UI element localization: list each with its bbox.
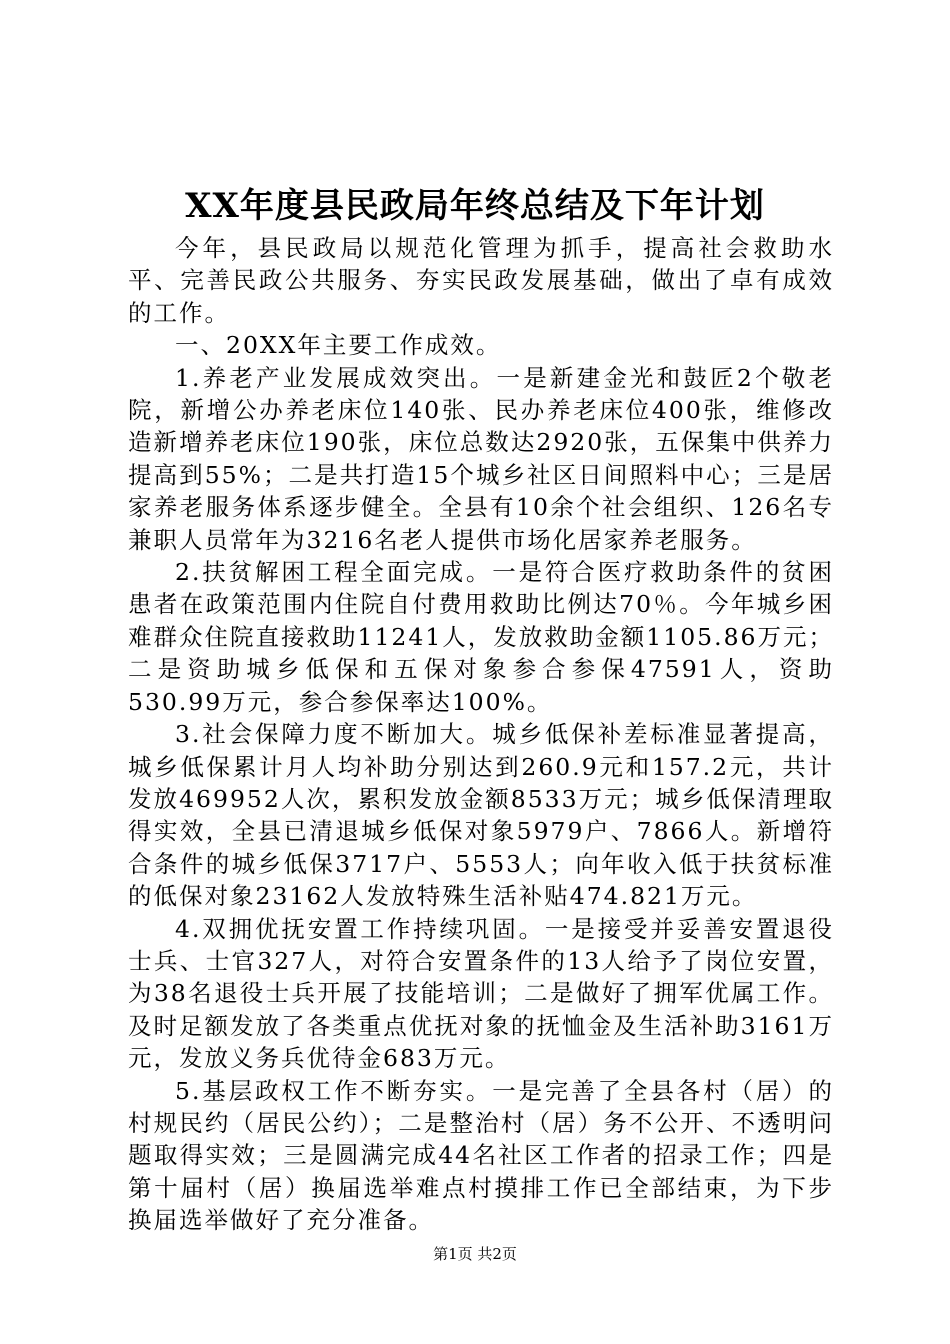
paragraph-item-3: 3.社会保障力度不断加大。城乡低保补差标准显著提高，城乡低保累计月人均补助分别达到260.9元和157.2元，共计发放469952人次，累积发放金额8533万元；城乡低保清理取得实效，全县已清退城乡低保对象5979户、7866人。新增符合条件的城乡低保3717户、5553人；向年收入低于扶贫标准的低保对象23162人发放特殊生活补贴474.821万元。 (128, 720, 834, 911)
paragraph-section-heading: 一、20XX年主要工作成效。 (175, 331, 502, 360)
document-body (128, 232, 834, 1237)
document-title: XX年度县民政局年终总结及下年计划 (185, 186, 765, 226)
paragraph-item-1: 1.养老产业发展成效突出。一是新建金光和鼓匠2个敬老院，新增公办养老床位140张、民办养老床位400张，维修改造新增养老床位190张，床位总数达2920张，五保集中供养力提高到55%；二是共打造15个城乡社区日间照料中心；三是居家养老服务体系逐步健全。全县有10余个社会组织、126名专兼职人员常年为3216名老人提供市场化居家养老服务。 (128, 363, 834, 554)
paragraph-item-2: 2.扶贫解困工程全面完成。一是符合医疗救助条件的贫困患者在政策范围内住院自付费用救助比例达70％。今年城乡困难群众住院直接救助11241人，发放救助金额1105.86万元；二是资助城乡低保和五保对象参合参保47591人，资助530.99万元，参合参保率达100%。 (128, 558, 834, 716)
paragraph-item-5: 5.基层政权工作不断夯实。一是完善了全县各村（居）的村规民约（居民公约）；二是整治村（居）务不公开、不透明问题取得实效；三是圆满完成44名社区工作者的招录工作；四是第十届村（居）换届选举难点村摸排工作已全部结束，为下步换届选举做好了充分准备。 (128, 1076, 834, 1235)
page-number-footer: 第1页 共2页 (433, 1245, 517, 1263)
paragraph-intro: 今年，县民政局以规范化管理为抓手，提高社会救助水平、完善民政公共服务、夯实民政发展基础，做出了卓有成效的工作。 (128, 234, 834, 327)
paragraph-item-4: 4.双拥优抚安置工作持续巩固。一是接受并妥善安置退役士兵、士官327人，对符合安置条件的13人给予了岗位安置，为38名退役士兵开展了技能培训；二是做好了拥军优属工作。及时足额发放了各类重点优抚对象的抚恤金及生活补助3161万元，发放义务兵优待金683万元。 (128, 914, 834, 1073)
